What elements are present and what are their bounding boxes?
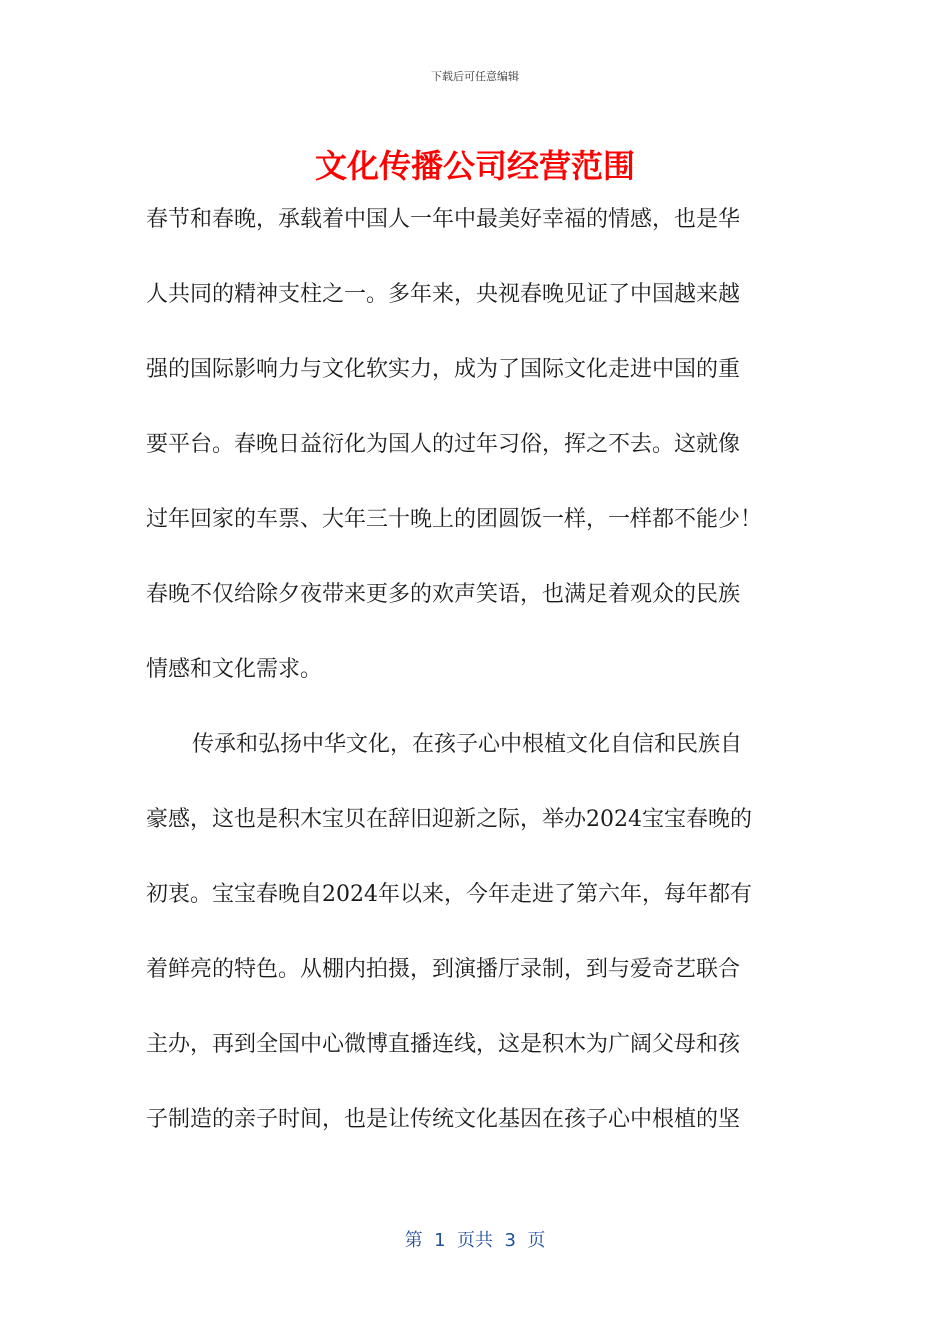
- document-title: 文化传播公司经营范围: [314, 147, 635, 185]
- paragraph-line: 春节和春晚，承载着中国人一年中最美好幸福的情感，也是华: [146, 207, 741, 232]
- paragraph-line: 豪感，这也是积木宝贝在辞旧迎新之际，举办2024宝宝春晚的: [146, 807, 752, 832]
- paragraph-line: 子制造的亲子时间，也是让传统文化基因在孩子心中根植的坚: [146, 1107, 741, 1132]
- paragraph-line: 过年回家的车票、大年三十晚上的团圆饭一样，一样都不能少！: [146, 507, 763, 532]
- paragraph-line: 春晚不仅给除夕夜带来更多的欢声笑语，也满足着观众的民族: [146, 582, 741, 607]
- page-number-footer: 第 1 页共 3 页: [404, 1230, 546, 1251]
- paragraph-line: 强的国际影响力与文化软实力，成为了国际文化走进中国的重: [146, 357, 741, 382]
- paragraph-line: 初衷。宝宝春晚自2024年以来，今年走进了第六年，每年都有: [146, 882, 752, 907]
- header-note: 下载后可任意编辑: [431, 70, 519, 83]
- paragraph-line: 传承和弘扬中华文化，在孩子心中根植文化自信和民族自: [192, 732, 743, 757]
- paragraph-line: 人共同的精神支柱之一。多年来，央视春晚见证了中国越来越: [146, 282, 741, 307]
- paragraph-line: 着鲜亮的特色。从棚内拍摄，到演播厅录制，到与爱奇艺联合: [146, 957, 741, 982]
- paragraph-line: 情感和文化需求。: [146, 657, 323, 682]
- paragraph-line: 主办，再到全国中心微博直播连线，这是积木为广阔父母和孩: [146, 1032, 741, 1057]
- paragraph-line: 要平台。春晚日益衍化为国人的过年习俗，挥之不去。这就像: [146, 432, 741, 457]
